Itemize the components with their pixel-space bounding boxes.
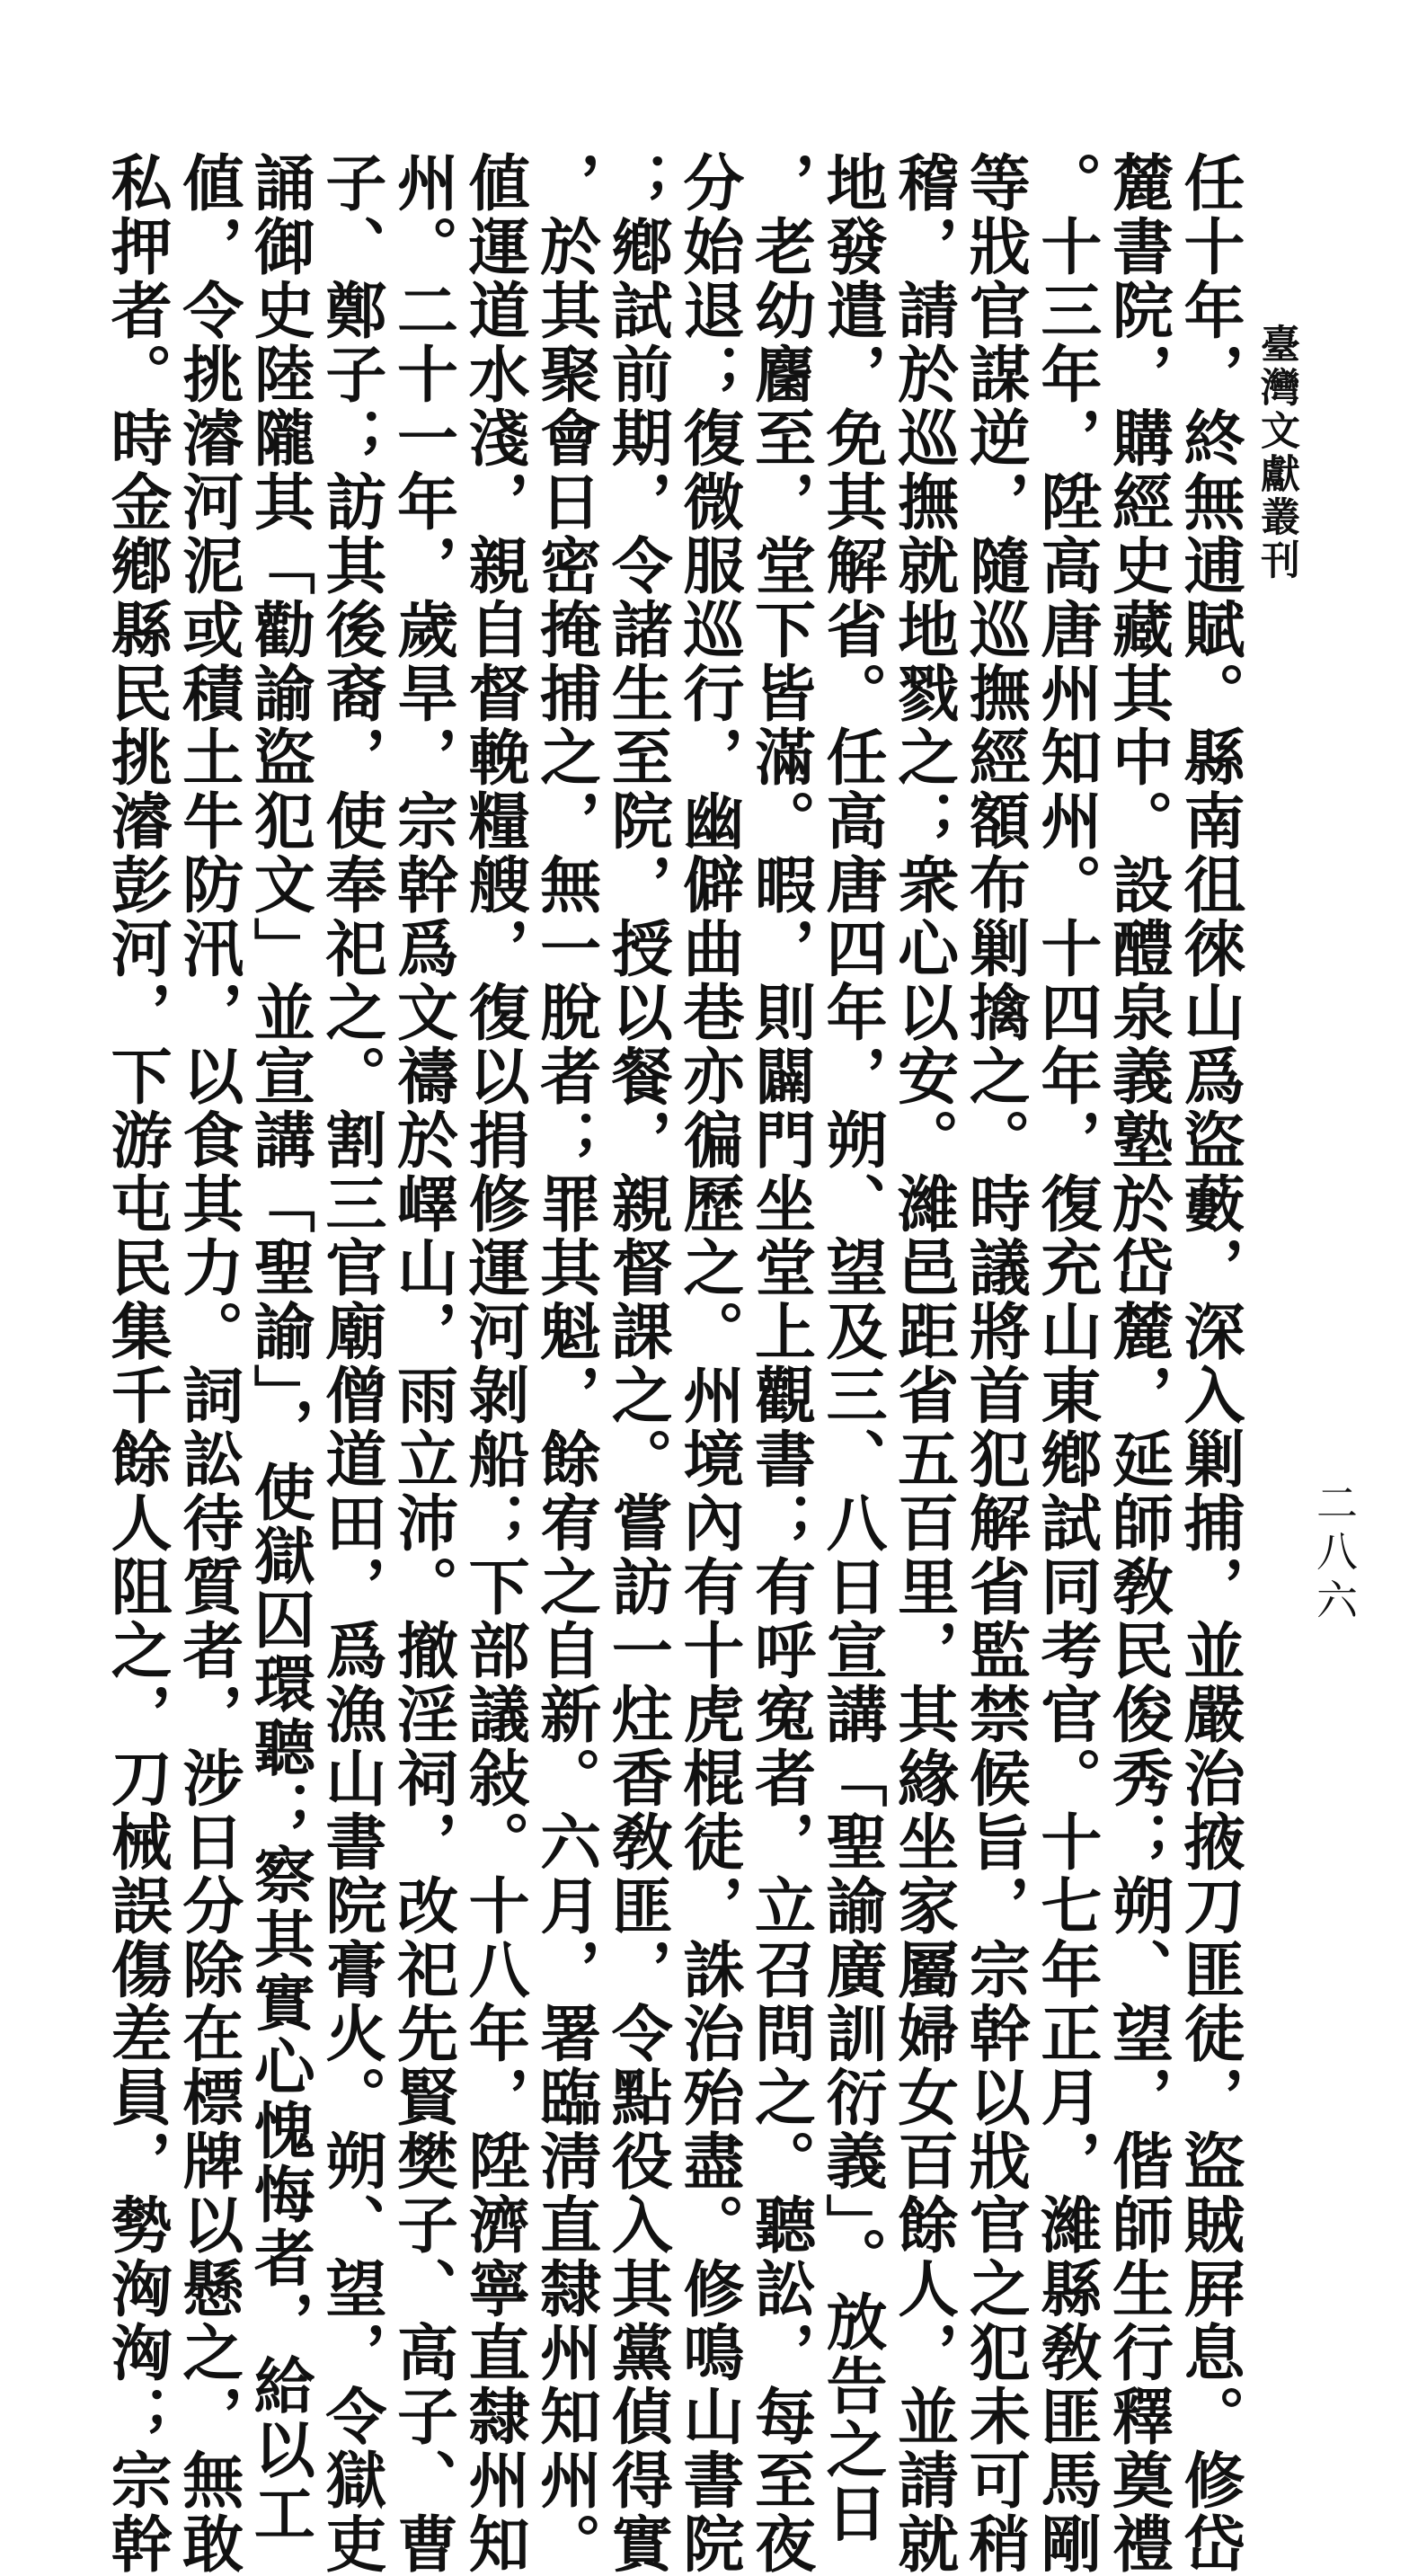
text-column: 稽，請於巡撫就地戮之；衆心以安。濰邑距省五百里，其緣坐家屬婦女百餘人，並請就	[887, 151, 960, 2576]
series-title: 臺灣文獻叢刊	[1254, 324, 1299, 582]
text-column: 麓書院，購經史藏其中。設醴泉義塾於岱麓，延師敎民俊秀；朔、望，偕師生行釋奠禮	[1102, 151, 1174, 2576]
text-column: ，老幼麕至，堂下皆滿。暇，則闢門坐堂上觀書；有呼寃者，立召問之。聽訟，每至夜	[744, 151, 817, 2576]
text-column: 任十年，終無逋賦。縣南徂徠山爲盜藪，深入剿捕，並嚴治掖刀匪徒，盜賊屛息。修岱	[1174, 151, 1245, 2576]
text-column: 子、鄭子；訪其後裔，使奉祀之。割三官廟僧道田，爲漁山書院膏火。朔、望，令獄吏	[315, 151, 387, 2576]
text-column: 誦御史陸隴其「勸諭盜犯文」並宣講「聖諭」，使獄囚環聽；察其實心愧悔者，給以工	[244, 151, 316, 2545]
text-column: 地發遣，免其解省。任高唐四年，朔、望及三、八日宣講「聖諭廣訓衍義」。放告之日	[816, 151, 889, 2545]
text-column: 州。二十一年，歲旱，宗幹爲文禱於嶧山，雨立沛。撤淫祠，改祀先賢樊子、高子、曹	[386, 151, 459, 2576]
text-column: 値，令挑濬河泥或積土牛防汛，以食其力。詞訟待質者，涉日分除在標牌以懸之，無敢	[172, 151, 244, 2576]
text-column: 分始退；復微服巡行，幽僻曲巷亦徧歷之。州境內有十虎棍徒，誅治殆盡。修鳴山書院	[672, 151, 745, 2576]
text-column: ；鄕試前期，令諸生至院，授以餐，親督課之。嘗訪一炷香敎匪，令點役入其黨偵得實	[601, 151, 674, 2576]
text-column: 私押者。時金鄕縣民挑濬彭河，下游屯民集千餘人阻之，刀械誤傷差員，勢洶洶；宗幹	[101, 151, 173, 2576]
text-column: 値運道水淺，親自督輓糧艘，復以捐修運河剝船；下部議敍。十八年，陞濟寧直隸州知	[458, 151, 531, 2576]
text-column: 等戕官謀逆，隨巡撫經額布剿擒之。時議將首犯解省監禁候旨，宗幹以戕官之犯未可稍	[959, 151, 1032, 2576]
body-text	[101, 151, 1245, 2576]
text-column: 。十三年，陞高唐州知州。十四年，復充山東鄕試同考官。十七年正月，濰縣敎匪馬剛	[1030, 151, 1103, 2576]
text-column: ，於其聚會日密掩捕之，無一脫者；罪其魁，餘宥之自新。六月，署臨淸直隸州知州。	[529, 151, 602, 2576]
page-number: 二八六	[1310, 1481, 1359, 1627]
